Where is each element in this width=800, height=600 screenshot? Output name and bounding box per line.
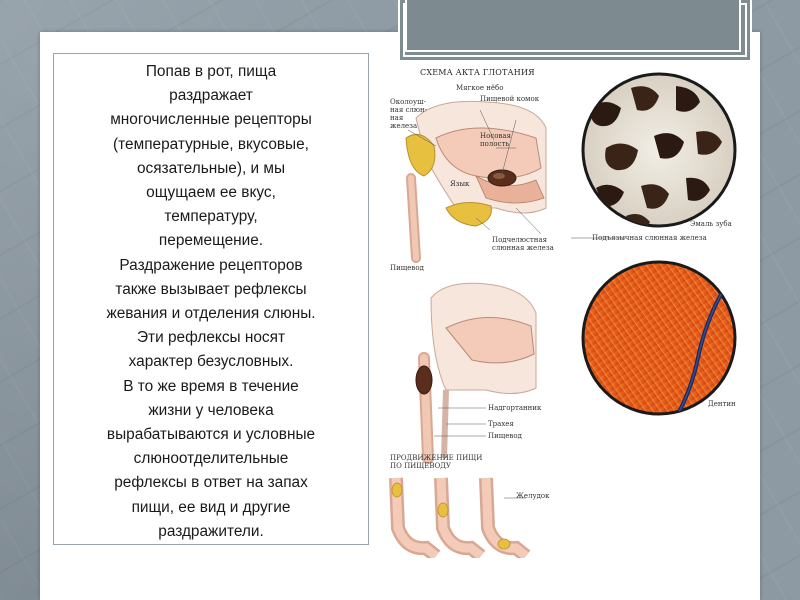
label-parotid: Околоуш- ная слюн- ная железа [390, 98, 427, 130]
body-text-box [53, 53, 369, 545]
dentin-micrograph [583, 262, 735, 418]
label-tongue: Язык [450, 180, 470, 188]
label-dentin: Дентин [708, 400, 736, 408]
label-food-bolus: Пищевой комок [480, 95, 540, 103]
label-food-progression: ПРОДВИЖЕНИЕ ПИЩИ ПО ПИЩЕВОДУ [390, 454, 483, 470]
label-submandibular: Подчелюстная слюнная железа [492, 236, 554, 252]
header-tab-frame [405, 0, 741, 52]
head-section-top [406, 101, 546, 258]
label-sublingual: Подъязычная слюнная железа [592, 234, 707, 242]
label-esophagus-mid: Пищевод [488, 432, 522, 440]
label-epiglottis: Надгортанник [488, 404, 542, 412]
figure-title: СХЕМА АКТА ГЛОТАНИЯ [420, 68, 535, 77]
label-esophagus-top: Пищевод [390, 264, 424, 272]
body-text: Попав в рот, пища раздражает многочисленные рецепторы (температурные, вкусовые, осязательные), и мы ощущаем ее вкус, температуру, перемещение. Раздражение рецепторов также вызывает рефлексы жевания и отделения слюны. Эти рефлексы носят характер безусловных. В то же время в течение жизни у человека вырабатываются и условные слюноотделительные рефлексы в ответ на запах пищи, ее вид и другие раздражители. [106, 63, 316, 540]
label-trachea: Трахея [488, 420, 514, 428]
esophagus-progression [392, 478, 526, 556]
label-stomach: Желудок [516, 492, 550, 500]
swallowing-diagram [376, 58, 756, 558]
swallowing-diagram-art [376, 58, 756, 558]
label-nasal-cavity: Носовая полость [480, 132, 511, 148]
enamel-micrograph [583, 74, 735, 230]
label-soft-palate: Мягкое нёбо [456, 84, 504, 92]
label-enamel: Эмаль зуба [690, 220, 732, 228]
